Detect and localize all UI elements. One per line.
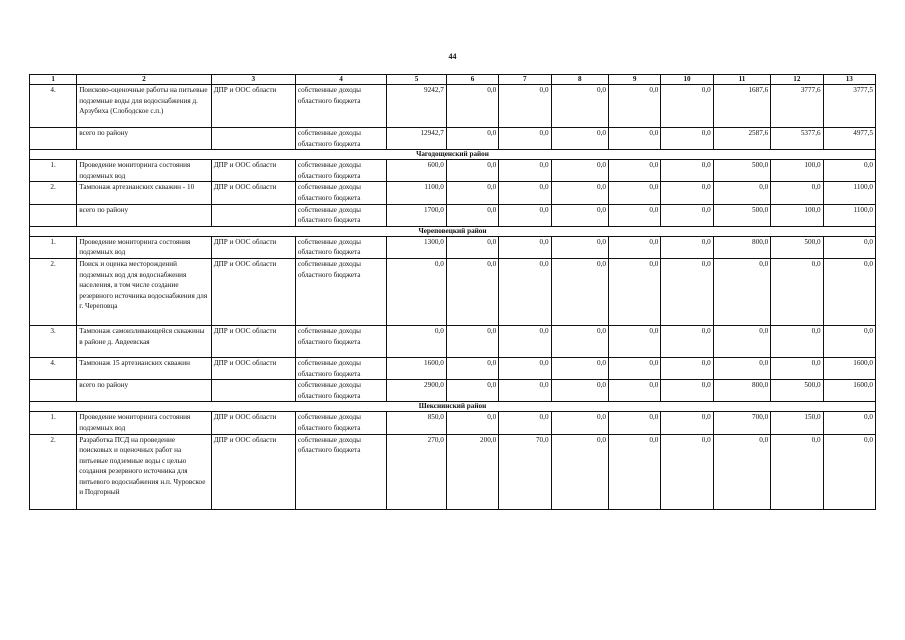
amount-cell: 0,0 [823, 412, 875, 434]
amount-cell: 0,0 [609, 380, 661, 402]
amount-cell: 1600,0 [823, 357, 875, 379]
amount-cell: 0,0 [823, 434, 875, 509]
amount-cell: 1600,0 [387, 357, 447, 379]
amount-cell: 0,0 [446, 182, 498, 204]
district-header-row [30, 402, 876, 412]
amount-cell: 0,0 [499, 325, 551, 357]
amount-cell: 0,0 [446, 412, 498, 434]
table-row [30, 182, 876, 204]
executor: ДПР и ООС области [211, 258, 295, 325]
measure-name: Разработка ПСД на проведение поисковых и оценочных работ на питьевые подземные воды с целью создания резервного источника для питьевого водоснабжения н.п. Чуровское и Подгорный [77, 434, 211, 509]
funding-source: собственные доходы областного бюджета [295, 380, 386, 402]
row-number: 3. [30, 325, 77, 357]
executor: ДПР и ООС области [211, 85, 295, 128]
amount-cell: 0,0 [551, 128, 608, 150]
funding-source: собственные доходы областного бюджета [295, 325, 386, 357]
measure-name: Проведение мониторинга состояния подземных вод [77, 160, 211, 182]
amount-cell: 0,0 [446, 204, 498, 226]
table-row [30, 325, 876, 357]
amount-cell: 1100,0 [823, 182, 875, 204]
amount-cell: 0,0 [713, 357, 770, 379]
funding-source: собственные доходы областного бюджета [295, 258, 386, 325]
funding-source: собственные доходы областного бюджета [295, 128, 386, 150]
column-number: 3 [211, 75, 295, 85]
district-total-row [30, 204, 876, 226]
district-total-row [30, 128, 876, 150]
amount-cell: 0,0 [499, 160, 551, 182]
amount-cell: 0,0 [771, 434, 823, 509]
amount-cell: 0,0 [823, 325, 875, 357]
funding-source: собственные доходы областного бюджета [295, 412, 386, 434]
amount-cell: 800,0 [713, 380, 770, 402]
amount-cell: 0,0 [661, 258, 713, 325]
amount-cell: 0,0 [499, 357, 551, 379]
budget-table [29, 74, 876, 510]
amount-cell: 0,0 [499, 182, 551, 204]
amount-cell: 0,0 [551, 380, 608, 402]
executor: ДПР и ООС области [211, 160, 295, 182]
measure-name: Тампонаж 15 артезианских скважин [77, 357, 211, 379]
funding-source: собственные доходы областного бюджета [295, 182, 386, 204]
amount-cell: 2900,0 [387, 380, 447, 402]
amount-cell: 0,0 [713, 325, 770, 357]
amount-cell: 1300,0 [387, 236, 447, 258]
amount-cell: 1100,0 [823, 204, 875, 226]
funding-source: собственные доходы областного бюджета [295, 236, 386, 258]
amount-cell: 0,0 [551, 258, 608, 325]
measure-name: Тампонаж самоизливающейся скважины в районе д. Авдеевская [77, 325, 211, 357]
amount-cell: 0,0 [551, 412, 608, 434]
funding-source: собственные доходы областного бюджета [295, 160, 386, 182]
amount-cell: 0,0 [446, 380, 498, 402]
amount-cell: 0,0 [446, 357, 498, 379]
amount-cell: 0,0 [823, 236, 875, 258]
row-number: 4. [30, 85, 77, 128]
column-number-row [30, 75, 876, 85]
amount-cell: 0,0 [609, 128, 661, 150]
row-number [30, 128, 77, 150]
executor: ДПР и ООС области [211, 412, 295, 434]
amount-cell: 0,0 [499, 85, 551, 128]
amount-cell: 0,0 [446, 128, 498, 150]
amount-cell: 5377,6 [771, 128, 823, 150]
amount-cell: 0,0 [551, 357, 608, 379]
amount-cell: 0,0 [661, 325, 713, 357]
district-header-row [30, 226, 876, 236]
amount-cell: 0,0 [661, 85, 713, 128]
column-number: 5 [387, 75, 447, 85]
amount-cell: 0,0 [551, 85, 608, 128]
amount-cell: 270,0 [387, 434, 447, 509]
amount-cell: 0,0 [609, 325, 661, 357]
column-number: 11 [713, 75, 770, 85]
executor: ДПР и ООС области [211, 325, 295, 357]
page-number: 44 [448, 52, 457, 61]
table-row [30, 85, 876, 128]
amount-cell: 500,0 [713, 204, 770, 226]
district-header-row [30, 150, 876, 160]
row-number: 1. [30, 412, 77, 434]
amount-cell: 500,0 [771, 380, 823, 402]
amount-cell: 3777,5 [823, 85, 875, 128]
amount-cell: 600,0 [387, 160, 447, 182]
amount-cell: 9242,7 [387, 85, 447, 128]
column-number: 10 [661, 75, 713, 85]
amount-cell: 0,0 [609, 236, 661, 258]
executor: ДПР и ООС области [211, 236, 295, 258]
amount-cell: 100,0 [771, 160, 823, 182]
amount-cell: 0,0 [551, 434, 608, 509]
district-name: Череповецкий район [30, 226, 876, 236]
amount-cell: 0,0 [823, 160, 875, 182]
amount-cell: 0,0 [609, 434, 661, 509]
table-row [30, 160, 876, 182]
amount-cell: 0,0 [499, 128, 551, 150]
measure-name: Проведение мониторинга состояния подземных вод [77, 412, 211, 434]
amount-cell: 3777,6 [771, 85, 823, 128]
amount-cell: 0,0 [609, 160, 661, 182]
district-name: Шекснинский район [30, 402, 876, 412]
amount-cell: 700,0 [713, 412, 770, 434]
amount-cell: 0,0 [499, 204, 551, 226]
amount-cell: 0,0 [551, 204, 608, 226]
amount-cell: 500,0 [713, 160, 770, 182]
amount-cell: 0,0 [661, 357, 713, 379]
amount-cell: 500,0 [771, 236, 823, 258]
amount-cell: 0,0 [387, 325, 447, 357]
funding-source: собственные доходы областного бюджета [295, 357, 386, 379]
amount-cell: 4977,5 [823, 128, 875, 150]
district-total-row [30, 380, 876, 402]
amount-cell: 0,0 [661, 182, 713, 204]
amount-cell: 0,0 [551, 160, 608, 182]
amount-cell: 0,0 [446, 160, 498, 182]
amount-cell: 0,0 [713, 258, 770, 325]
measure-name: всего по району [77, 204, 211, 226]
measure-name: всего по району [77, 380, 211, 402]
row-number: 2. [30, 182, 77, 204]
amount-cell: 100,0 [771, 204, 823, 226]
amount-cell: 0,0 [387, 258, 447, 325]
executor: ДПР и ООС области [211, 357, 295, 379]
amount-cell: 0,0 [446, 325, 498, 357]
column-number: 7 [499, 75, 551, 85]
table-row [30, 236, 876, 258]
executor: ДПР и ООС области [211, 182, 295, 204]
column-number: 12 [771, 75, 823, 85]
amount-cell: 150,0 [771, 412, 823, 434]
funding-source: собственные доходы областного бюджета [295, 434, 386, 509]
amount-cell: 1687,6 [713, 85, 770, 128]
amount-cell: 0,0 [661, 236, 713, 258]
amount-cell: 0,0 [446, 85, 498, 128]
amount-cell: 0,0 [771, 357, 823, 379]
amount-cell: 0,0 [499, 380, 551, 402]
executor [211, 204, 295, 226]
amount-cell: 0,0 [713, 182, 770, 204]
measure-name: Проведение мониторинга состояния подземных вод [77, 236, 211, 258]
row-number [30, 380, 77, 402]
amount-cell: 850,0 [387, 412, 447, 434]
funding-source: собственные доходы областного бюджета [295, 85, 386, 128]
amount-cell: 0,0 [499, 412, 551, 434]
amount-cell: 0,0 [771, 325, 823, 357]
amount-cell: 0,0 [609, 204, 661, 226]
table-row [30, 258, 876, 325]
executor: ДПР и ООС области [211, 434, 295, 509]
amount-cell: 800,0 [713, 236, 770, 258]
amount-cell: 0,0 [609, 258, 661, 325]
measure-name: Тампонаж артезианских скважин - 10 [77, 182, 211, 204]
amount-cell: 0,0 [661, 160, 713, 182]
amount-cell: 0,0 [551, 236, 608, 258]
amount-cell: 0,0 [661, 128, 713, 150]
column-number: 1 [30, 75, 77, 85]
amount-cell: 2587,6 [713, 128, 770, 150]
table-row [30, 357, 876, 379]
amount-cell: 0,0 [771, 182, 823, 204]
funding-source: собственные доходы областного бюджета [295, 204, 386, 226]
amount-cell: 0,0 [661, 434, 713, 509]
amount-cell: 0,0 [609, 412, 661, 434]
measure-name: Поиск и оценка месторождений подземных вод для водоснабжения населения, в том числе создание резервного источника водоснабжения для г. Череповца [77, 258, 211, 325]
amount-cell: 1600,0 [823, 380, 875, 402]
row-number [30, 204, 77, 226]
amount-cell: 0,0 [609, 182, 661, 204]
amount-cell: 0,0 [609, 357, 661, 379]
district-name: Чагодощенский район [30, 150, 876, 160]
amount-cell: 0,0 [713, 434, 770, 509]
amount-cell: 0,0 [661, 380, 713, 402]
amount-cell: 0,0 [609, 85, 661, 128]
row-number: 2. [30, 258, 77, 325]
measure-name: Поисково-оценочные работы на питьевые подземные воды для водоснабжения д. Арзубиха (Слободское с.п.) [77, 85, 211, 128]
table-row [30, 412, 876, 434]
column-number: 8 [551, 75, 608, 85]
column-number: 4 [295, 75, 386, 85]
table-body [30, 85, 876, 510]
amount-cell: 0,0 [551, 325, 608, 357]
row-number: 2. [30, 434, 77, 509]
amount-cell: 0,0 [499, 258, 551, 325]
amount-cell: 0,0 [661, 412, 713, 434]
row-number: 1. [30, 236, 77, 258]
amount-cell: 0,0 [499, 236, 551, 258]
amount-cell: 70,0 [499, 434, 551, 509]
amount-cell: 200,0 [446, 434, 498, 509]
column-number: 6 [446, 75, 498, 85]
amount-cell: 0,0 [446, 236, 498, 258]
amount-cell: 0,0 [446, 258, 498, 325]
column-number: 9 [609, 75, 661, 85]
amount-cell: 0,0 [823, 258, 875, 325]
column-number: 13 [823, 75, 875, 85]
amount-cell: 0,0 [661, 204, 713, 226]
executor [211, 128, 295, 150]
amount-cell: 0,0 [551, 182, 608, 204]
amount-cell: 1700,0 [387, 204, 447, 226]
measure-name: всего по району [77, 128, 211, 150]
amount-cell: 0,0 [771, 258, 823, 325]
table-row [30, 434, 876, 509]
column-number: 2 [77, 75, 211, 85]
amount-cell: 1100,0 [387, 182, 447, 204]
row-number: 4. [30, 357, 77, 379]
executor [211, 380, 295, 402]
amount-cell: 12942,7 [387, 128, 447, 150]
row-number: 1. [30, 160, 77, 182]
